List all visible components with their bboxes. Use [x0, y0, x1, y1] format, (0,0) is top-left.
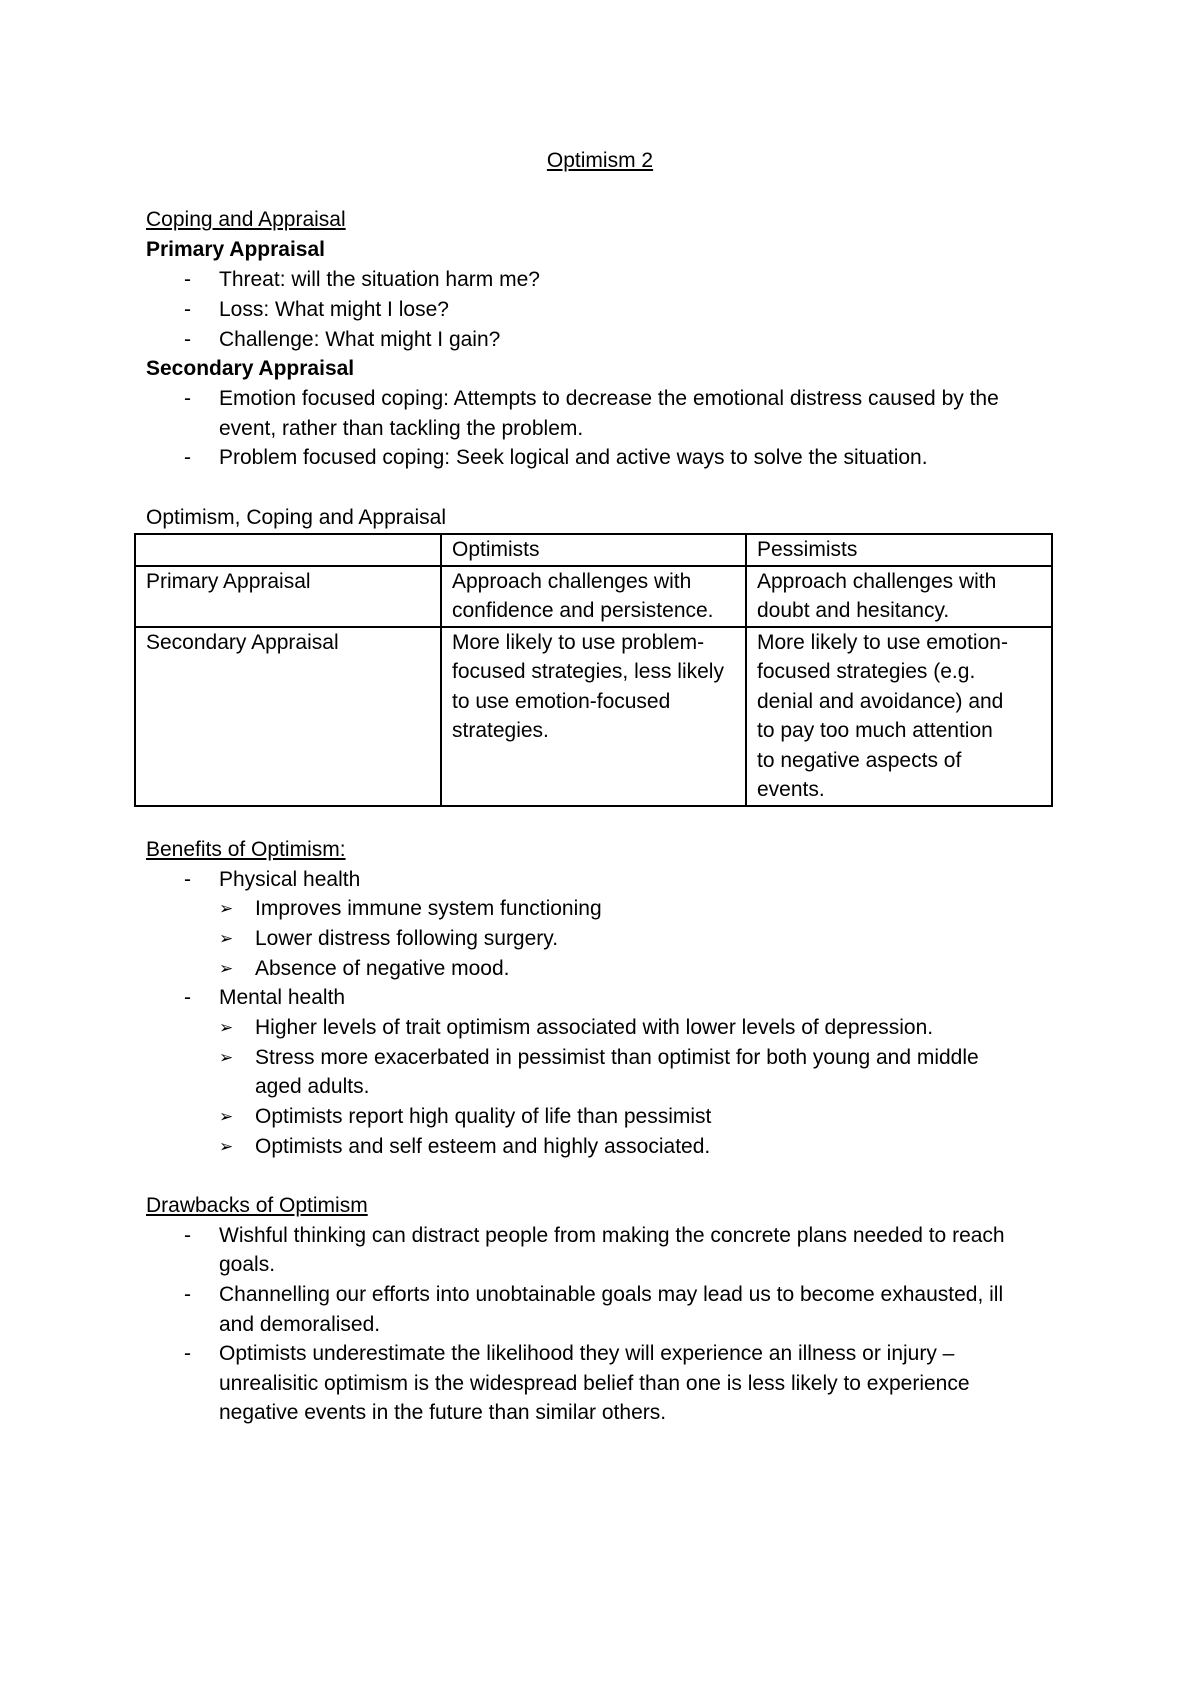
- sub-list-item: Lower distress following surgery.: [255, 927, 559, 950]
- cell-line: Approach challenges with: [452, 569, 692, 593]
- list-item-continuation: event, rather than tackling the problem.: [219, 417, 584, 440]
- cell-line: Approach challenges with: [757, 569, 997, 593]
- list-dash: -: [184, 868, 191, 891]
- list-dash: -: [184, 446, 191, 469]
- cell-line: denial and avoidance) and: [757, 689, 1004, 713]
- sub-list-item: Optimists report high quality of life than pessimist: [255, 1105, 712, 1128]
- cell-line: to use emotion-focused: [452, 689, 671, 713]
- subheading-secondary-appraisal: Secondary Appraisal: [146, 357, 355, 380]
- list-dash: -: [184, 268, 191, 291]
- list-dash: -: [184, 1342, 191, 1365]
- list-item-continuation: and demoralised.: [219, 1313, 381, 1336]
- sub-list-item: Optimists and self esteem and highly associated.: [255, 1135, 711, 1158]
- table-caption: Optimism, Coping and Appraisal: [146, 506, 446, 529]
- table-header-pessimists: Pessimists: [746, 534, 1052, 566]
- cell-line: to negative aspects of: [757, 748, 962, 772]
- sub-list-item: Absence of negative mood.: [255, 957, 510, 980]
- row-label: Primary Appraisal: [135, 566, 441, 627]
- list-item: Optimists underestimate the likelihood they will experience an illness or injury –: [219, 1342, 955, 1365]
- page-title: Optimism 2: [546, 149, 654, 172]
- sub-list-item: Higher levels of trait optimism associated with lower levels of depression.: [255, 1016, 934, 1039]
- cell-line: focused strategies, less likely: [452, 660, 724, 683]
- list-dash: -: [184, 298, 191, 321]
- arrow-bullet-icon: ➢: [219, 959, 234, 978]
- sub-list-item: Improves immune system functioning: [255, 897, 602, 920]
- list-item: Emotion focused coping: Attempts to decrease the emotional distress caused by the: [219, 387, 999, 410]
- list-item: Wishful thinking can distract people from making the concrete plans needed to reach: [219, 1224, 1005, 1247]
- list-dash: -: [184, 387, 191, 410]
- optimism-coping-table: [134, 533, 1053, 807]
- table-header-optimists: Optimists: [441, 534, 746, 566]
- list-item-physical-health: Physical health: [219, 868, 361, 891]
- list-item-mental-health: Mental health: [219, 986, 346, 1009]
- subheading-primary-appraisal: Primary Appraisal: [146, 238, 325, 261]
- section-heading-drawbacks: Drawbacks of Optimism: [146, 1194, 368, 1217]
- list-dash: -: [184, 1224, 191, 1247]
- table-row: [135, 627, 1052, 806]
- cell-line: events.: [757, 778, 825, 801]
- cell-line: focused strategies (e.g.: [757, 660, 976, 683]
- cell-line: doubt and hesitancy.: [757, 599, 950, 622]
- table-header-empty: [135, 534, 441, 566]
- cell-line: More likely to use problem-: [452, 630, 705, 654]
- row-label: Secondary Appraisal: [135, 627, 441, 806]
- list-item: Challenge: What might I gain?: [219, 328, 501, 351]
- list-item-continuation: goals.: [219, 1253, 276, 1276]
- table-header-row: [135, 534, 1052, 566]
- cell-line: confidence and persistence.: [452, 599, 714, 622]
- arrow-bullet-icon: ➢: [219, 1107, 234, 1126]
- sub-list-item: Stress more exacerbated in pessimist than optimist for both young and middle: [255, 1046, 979, 1069]
- list-item: Problem focused coping: Seek logical and active ways to solve the situation.: [219, 446, 928, 469]
- arrow-bullet-icon: ➢: [219, 1018, 234, 1037]
- cell-line: More likely to use emotion-: [757, 630, 1008, 654]
- list-dash: -: [184, 1283, 191, 1306]
- list-item-continuation: negative events in the future than similar others.: [219, 1401, 667, 1424]
- optimists-cell: [441, 627, 746, 806]
- arrow-bullet-icon: ➢: [219, 899, 234, 918]
- arrow-bullet-icon: ➢: [219, 1048, 234, 1067]
- list-item: Loss: What might I lose?: [219, 298, 449, 321]
- section-heading-coping: Coping and Appraisal: [146, 208, 346, 231]
- table-row: [135, 566, 1052, 627]
- section-heading-benefits: Benefits of Optimism:: [146, 838, 346, 861]
- arrow-bullet-icon: ➢: [219, 929, 234, 948]
- pessimists-cell: [746, 566, 1052, 627]
- arrow-bullet-icon: ➢: [219, 1137, 234, 1156]
- optimists-cell: [441, 566, 746, 627]
- sub-list-item-continuation: aged adults.: [255, 1075, 370, 1098]
- cell-line: to pay too much attention: [757, 719, 993, 742]
- cell-line: strategies.: [452, 719, 549, 742]
- list-item: Channelling our efforts into unobtainable goals may lead us to become exhausted, ill: [219, 1283, 1004, 1306]
- list-dash: -: [184, 328, 191, 351]
- list-dash: -: [184, 986, 191, 1009]
- pessimists-cell: [746, 627, 1052, 806]
- list-item: Threat: will the situation harm me?: [219, 268, 540, 291]
- list-item-continuation: unrealisitic optimism is the widespread belief than one is less likely to experience: [219, 1372, 970, 1395]
